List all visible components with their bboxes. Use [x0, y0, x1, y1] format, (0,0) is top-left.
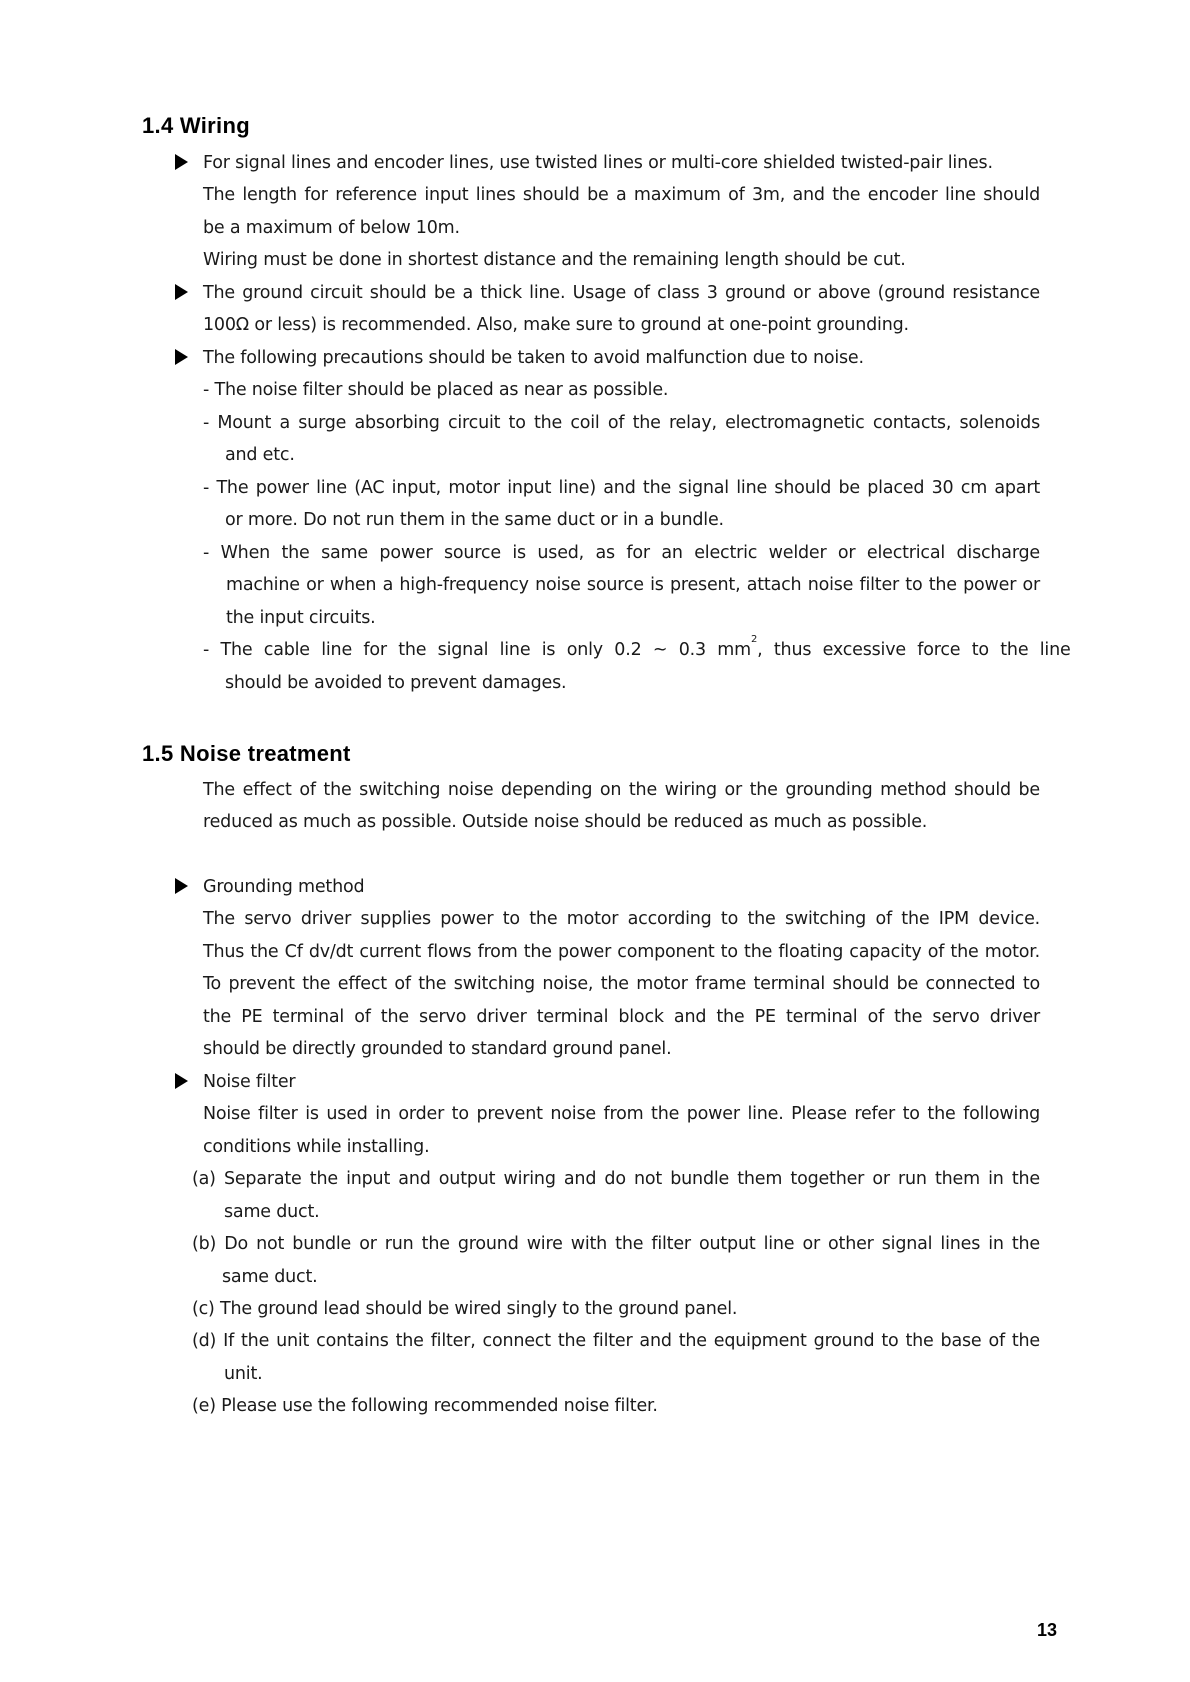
wiring-bullet2-line2: 100Ω or less) is recommended. Also, make sure to ground at one-point grounding.	[203, 315, 909, 335]
noise-intro-line1: The effect of the switching noise depending on the wiring or the grounding method should be	[203, 780, 1040, 800]
condition-a-line2: same duct.	[224, 1202, 320, 1222]
bullet-arrow-icon	[175, 878, 188, 894]
wiring-bullet1-line2: The length for reference input lines should be a maximum of 3m, and the encoder line should	[203, 185, 1040, 205]
precaution-2-line2: and etc.	[225, 445, 295, 465]
precaution-4-line3: the input circuits.	[226, 608, 376, 628]
condition-d-line2: unit.	[224, 1364, 263, 1384]
condition-b-line1: (b) Do not bundle or run the ground wire with the filter output line or other signal lines in the	[192, 1234, 1040, 1254]
noise-filter-line1: Noise filter is used in order to prevent noise from the power line. Please refer to the following	[203, 1104, 1040, 1124]
bullet-arrow-icon	[175, 1073, 188, 1089]
wiring-bullet1-line3: be a maximum of below 10m.	[203, 218, 460, 238]
noise-intro-line2: reduced as much as possible. Outside noise should be reduced as much as possible.	[203, 812, 928, 832]
wiring-bullet1-line1: For signal lines and encoder lines, use twisted lines or multi-core shielded twisted-pair lines.	[203, 153, 993, 173]
grounding-line5: should be directly grounded to standard ground panel.	[203, 1039, 672, 1059]
noise-filter-title: Noise filter	[203, 1072, 296, 1092]
condition-d-line1: (d) If the unit contains the filter, connect the filter and the equipment ground to the base of the	[192, 1331, 1040, 1351]
precaution-2-line1: - Mount a surge absorbing circuit to the coil of the relay, electromagnetic contacts, solenoids	[203, 413, 1040, 433]
grounding-line1: The servo driver supplies power to the motor according to the switching of the IPM device.	[203, 909, 1040, 929]
squared-superscript: 2	[751, 634, 758, 645]
precaution-4-line1: - When the same power source is used, as for an electric welder or electrical discharge	[203, 543, 1040, 563]
section-heading-noise: 1.5 Noise treatment	[142, 741, 351, 766]
bullet-arrow-icon	[175, 349, 188, 365]
grounding-line2: Thus the Cf dv/dt current flows from the power component to the floating capacity of the motor.	[203, 942, 1040, 962]
condition-e-line1: (e) Please use the following recommended noise filter.	[192, 1396, 658, 1416]
precaution-5-text-b: , thus excessive force to the line	[757, 640, 1071, 660]
precaution-5-text-a: - The cable line for the signal line is only 0.2 ~ 0.3 mm	[203, 640, 751, 660]
condition-b-line2: same duct.	[222, 1267, 318, 1287]
grounding-line4: the PE terminal of the servo driver terminal block and the PE terminal of the servo driver	[203, 1007, 1040, 1027]
bullet-arrow-icon	[175, 154, 188, 170]
grounding-line3: To prevent the effect of the switching noise, the motor frame terminal should be connected to	[203, 974, 1040, 994]
condition-a-line1: (a) Separate the input and output wiring and do not bundle them together or run them in the	[192, 1169, 1040, 1189]
condition-c-line1: (c) The ground lead should be wired singly to the ground panel.	[192, 1299, 738, 1319]
wiring-bullet3-line1: The following precautions should be taken to avoid malfunction due to noise.	[203, 348, 864, 368]
grounding-method-title: Grounding method	[203, 877, 365, 897]
noise-filter-line2: conditions while installing.	[203, 1137, 430, 1157]
precaution-3-line2: or more. Do not run them in the same duct or in a bundle.	[225, 510, 724, 530]
precaution-5-line2: should be avoided to prevent damages.	[225, 673, 567, 693]
section-heading-wiring: 1.4 Wiring	[142, 113, 250, 138]
page-number: 13	[1037, 1620, 1058, 1640]
precaution-5-line1	[203, 634, 1071, 660]
wiring-bullet2-line1: The ground circuit should be a thick line. Usage of class 3 ground or above (ground resistance	[203, 283, 1040, 303]
precaution-1-line1: - The noise filter should be placed as near as possible.	[203, 380, 669, 400]
wiring-bullet1-line4: Wiring must be done in shortest distance and the remaining length should be cut.	[203, 250, 906, 270]
precaution-3-line1: - The power line (AC input, motor input line) and the signal line should be placed 30 cm apart	[203, 478, 1040, 498]
bullet-arrow-icon	[175, 284, 188, 300]
precaution-4-line2: machine or when a high-frequency noise source is present, attach noise filter to the power or	[226, 575, 1040, 595]
